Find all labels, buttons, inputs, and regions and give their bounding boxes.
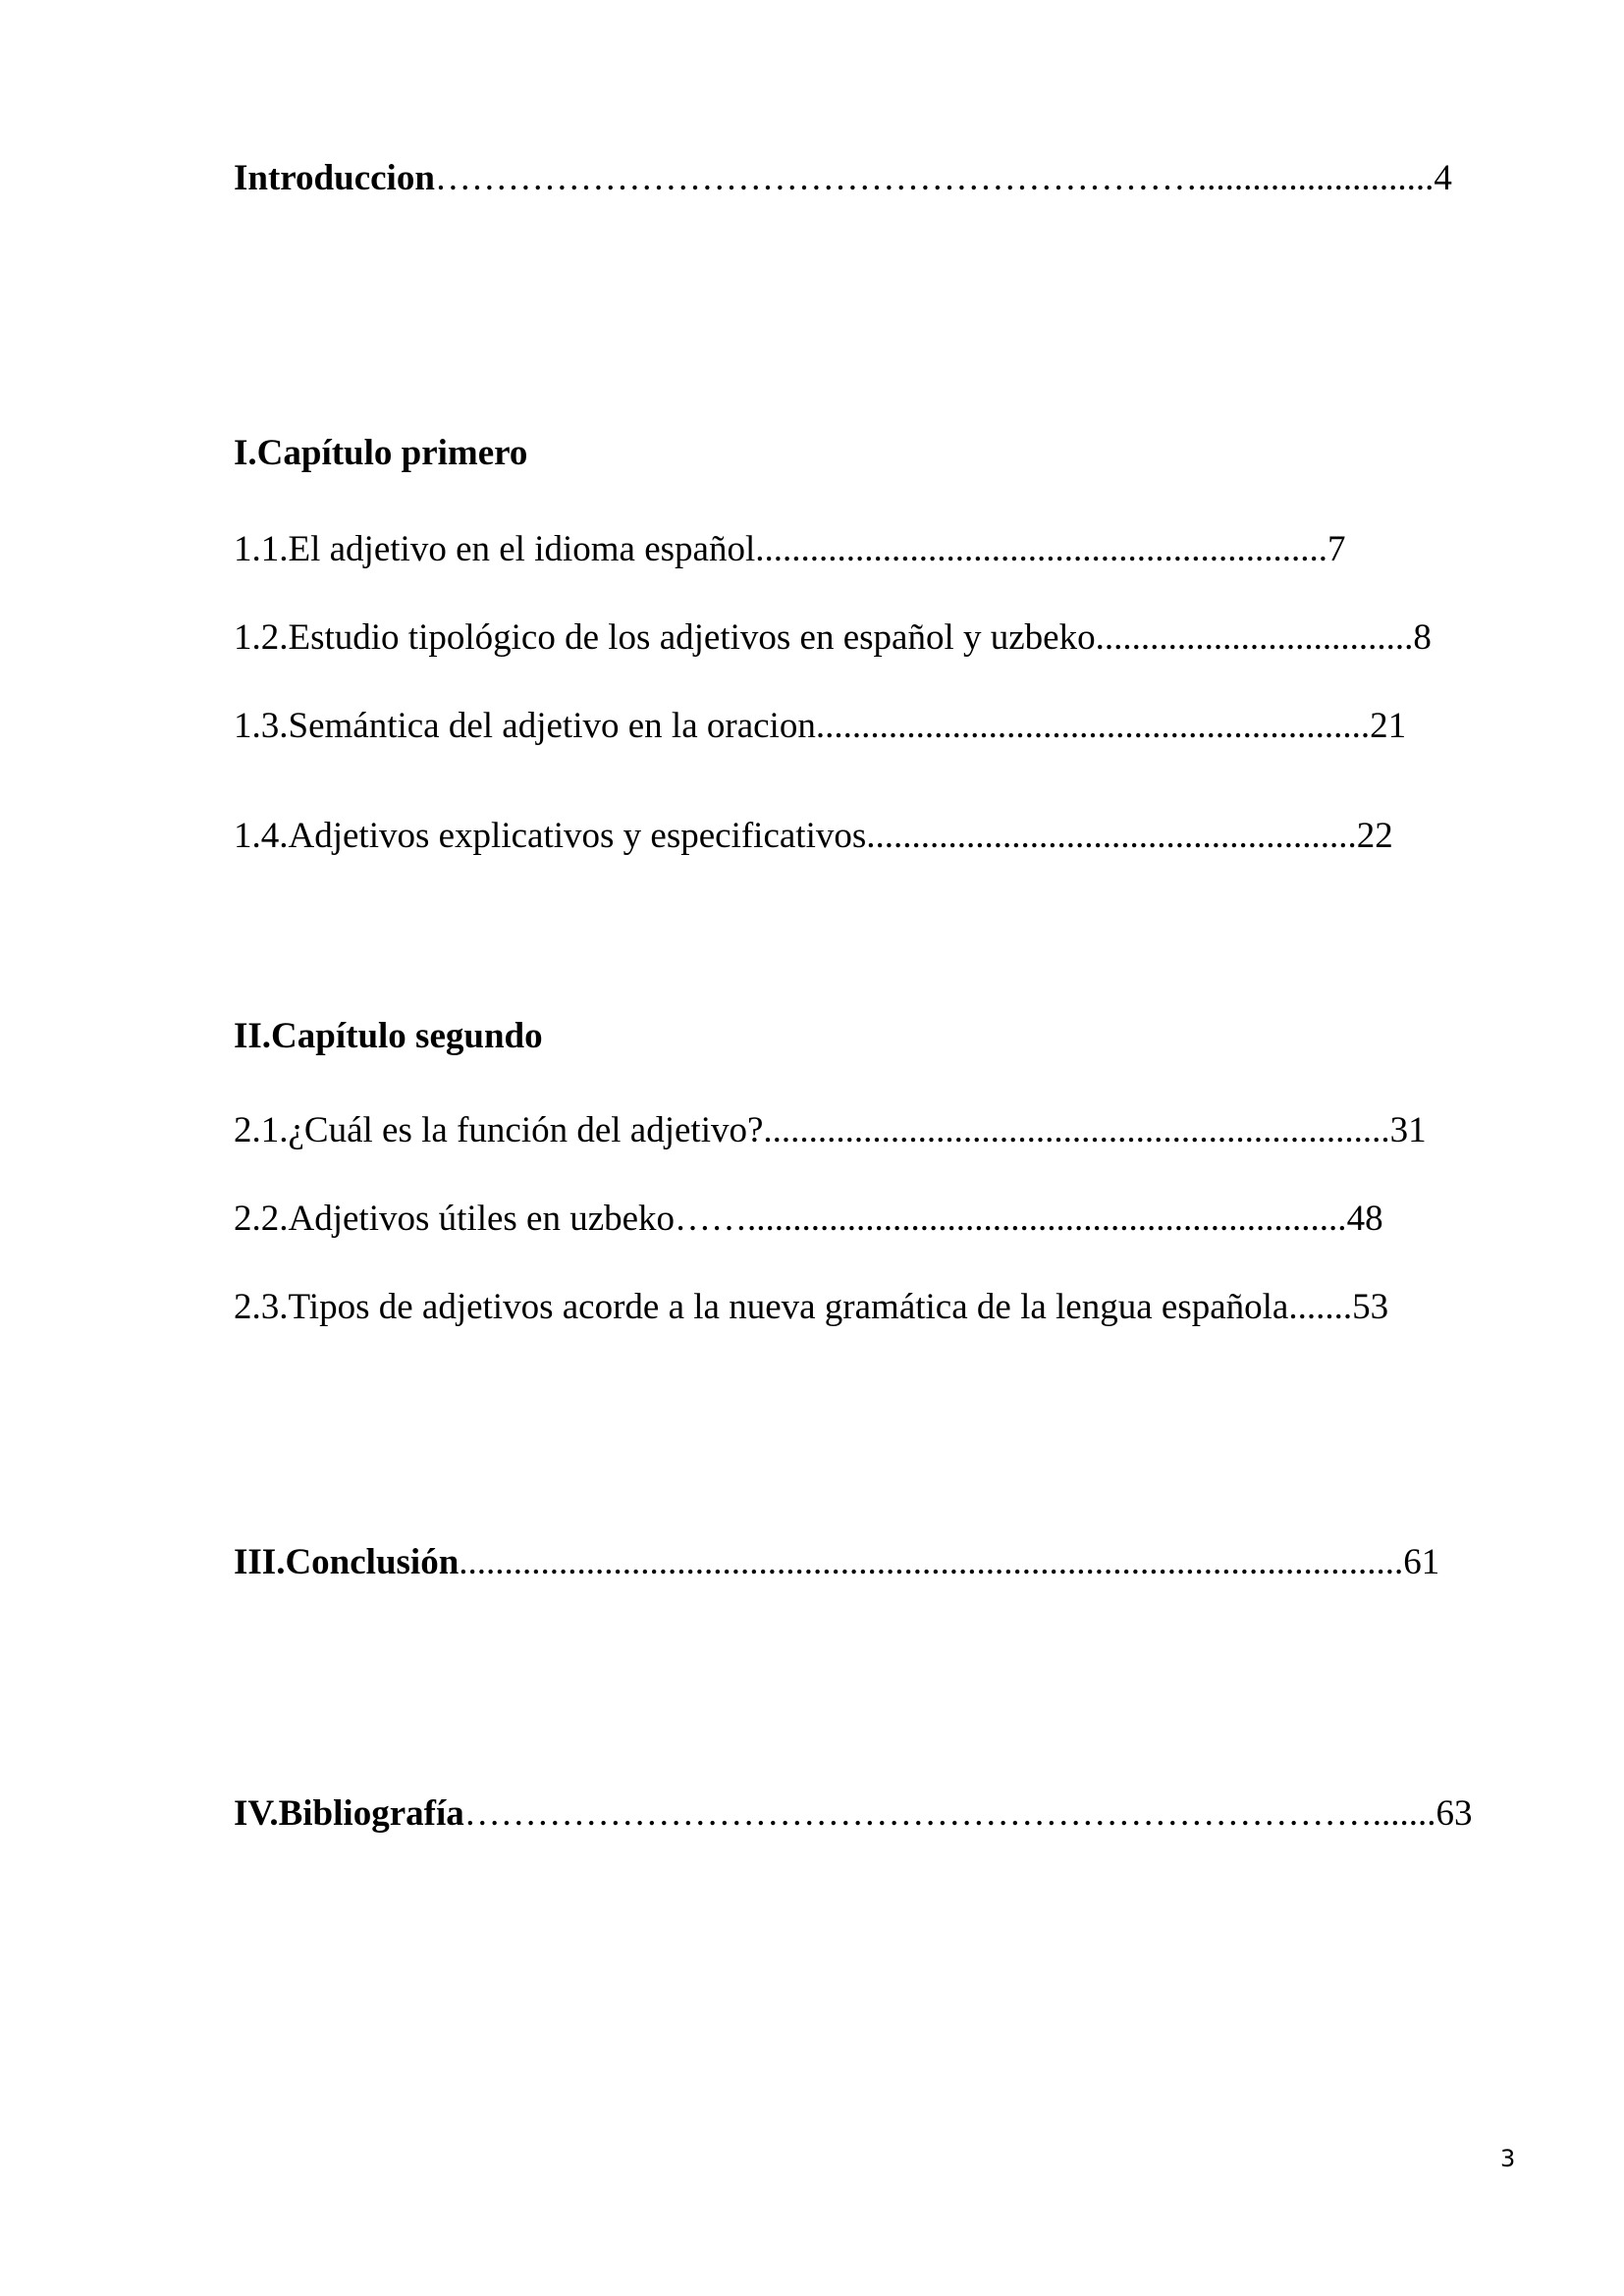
toc-entry-text: 1.4.Adjetivos explicativos y especificativos...................................................... [234, 816, 1357, 856]
toc-page-number: 48 [1346, 1199, 1383, 1239]
toc-page-number: 63 [1435, 1793, 1473, 1834]
toc-entry-text: 2.2.Adjetivos útiles en uzbeko…….................................................................. [234, 1199, 1347, 1239]
toc-page-number: 8 [1413, 617, 1432, 658]
toc-entry [234, 1196, 1383, 1243]
toc-page-number: 31 [1389, 1110, 1427, 1150]
chapter-heading: I.Capítulo primero [234, 433, 528, 473]
toc-entry [234, 1107, 1427, 1154]
toc-page-number: 4 [1434, 158, 1452, 198]
toc-entry [234, 526, 1345, 573]
toc-entry-bibliography [234, 1790, 1472, 1838]
toc-entry [234, 703, 1406, 750]
toc-leader: …………………………………………………………………....... [463, 1793, 1436, 1834]
toc-page-number: 22 [1356, 816, 1393, 856]
toc-entry-conclusion [234, 1539, 1439, 1586]
toc-leader: ........................................................................................................ [459, 1542, 1404, 1582]
page-number: 3 [1500, 2145, 1516, 2172]
toc-entry-label: IV.Bibliografía [234, 1793, 464, 1834]
toc-entry-text: 1.1.El adjetivo en el idioma español............................................................... [234, 529, 1327, 569]
toc-page-number: 21 [1370, 706, 1407, 746]
toc-entry-text: 1.2.Estudio tipológico de los adjetivos en español y uzbeko................................... [234, 617, 1414, 658]
chapter-heading: II.Capítulo segundo [234, 1016, 543, 1056]
toc-entry-introduction [234, 155, 1452, 202]
toc-entry [234, 614, 1432, 662]
toc-entry-label: III.Conclusión [234, 1542, 460, 1582]
toc-page-number: 61 [1403, 1542, 1440, 1582]
toc-entry-text: 2.1.¿Cuál es la función del adjetivo?..................................................................... [234, 1110, 1390, 1150]
toc-page-number: 53 [1352, 1287, 1389, 1327]
toc-leader: ……………………………………………………….......................... [434, 158, 1435, 198]
toc-entry-text: 2.3.Tipos de adjetivos acorde a la nueva gramática de la lengua española....... [234, 1287, 1353, 1327]
toc-page-number: 7 [1326, 529, 1346, 569]
toc-entry [234, 1284, 1388, 1331]
toc-entry-text: 1.3.Semántica del adjetivo en la oracion............................................................. [234, 706, 1371, 746]
toc-entry-label: Introduccion [234, 158, 435, 198]
toc-entry [234, 813, 1393, 860]
